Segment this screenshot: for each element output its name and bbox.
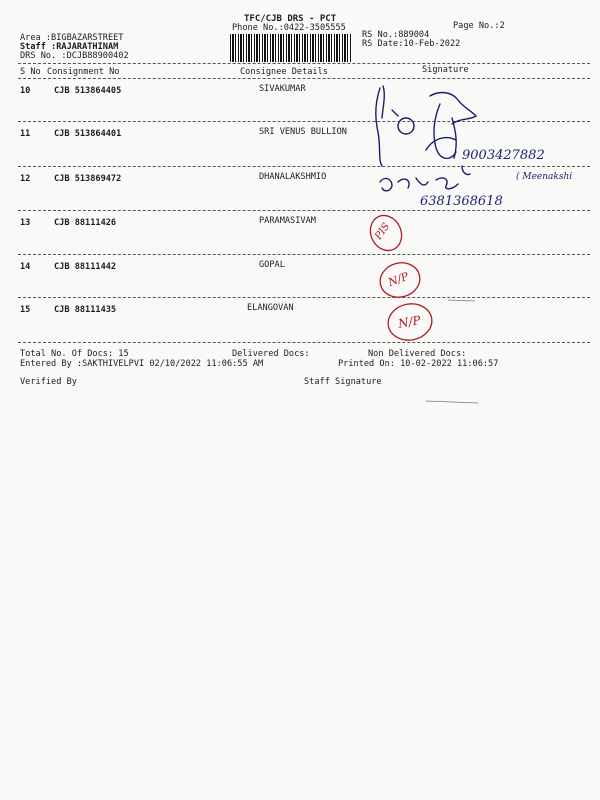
row-consignment: CJB 88111442 bbox=[54, 262, 117, 272]
delivered-docs: Delivered Docs: bbox=[232, 349, 310, 359]
drs-number: DRS No. :DCJB88900402 bbox=[20, 51, 129, 61]
row-consignee: GOPAL bbox=[259, 260, 285, 270]
row-consignment: CJB 513864405 bbox=[54, 86, 122, 96]
signature-stroke bbox=[434, 104, 456, 158]
signature-stroke bbox=[426, 138, 456, 150]
phone-number: Phone No.:0422-3505555 bbox=[232, 23, 346, 33]
row-sno: 13 bbox=[20, 218, 31, 228]
printed-on: Printed On: 10-02-2022 11:06:57 bbox=[338, 359, 499, 369]
row-consignee: PARAMASIVAM bbox=[259, 216, 316, 226]
row-consignment: CJB 88111435 bbox=[54, 305, 117, 315]
handwritten-phone-2: 6381368618 bbox=[420, 194, 503, 209]
stray-mark bbox=[426, 401, 478, 403]
stray-mark bbox=[448, 300, 475, 301]
entered-by: Entered By :SAKTHIVELPVI 02/10/2022 11:06:55 AM bbox=[20, 359, 264, 369]
signature-stroke bbox=[392, 110, 398, 116]
signature-stroke bbox=[382, 86, 384, 118]
col-consignee-header: Consignee Details bbox=[240, 67, 328, 77]
area-field: Area :BIGBAZARSTREET bbox=[20, 33, 124, 43]
signature-stroke bbox=[380, 179, 392, 191]
non-delivered-docs: Non Delivered Docs: bbox=[368, 349, 467, 359]
verified-by: Verified By bbox=[20, 377, 77, 387]
rs-date: RS Date:10-Feb-2022 bbox=[362, 39, 461, 49]
row-consignment: CJB 513869472 bbox=[54, 174, 122, 184]
handwritten-stamp-np: N/P bbox=[396, 313, 422, 331]
row-consignee: SIVAKUMAR bbox=[259, 84, 306, 94]
handwritten-stamp-pis: PIS bbox=[373, 221, 393, 242]
row-consignee: DHANALAKSHMIO bbox=[259, 172, 327, 182]
rs-number: RS No.:889004 bbox=[362, 30, 430, 40]
report-title: TFC/CJB DRS - PCT bbox=[244, 14, 337, 24]
handwritten-phone-1: 9003427882 bbox=[462, 148, 545, 163]
circled-mark bbox=[398, 118, 414, 134]
row-sno: 11 bbox=[20, 129, 31, 139]
signature-stroke bbox=[436, 178, 458, 189]
row-consignment: CJB 88111426 bbox=[54, 218, 117, 228]
row-sno: 14 bbox=[20, 262, 31, 272]
col-signature-header: Signature bbox=[422, 65, 469, 75]
row-sno: 10 bbox=[20, 86, 31, 96]
page-number: Page No.:2 bbox=[453, 21, 505, 31]
row-consignee: ELANGOVAN bbox=[247, 303, 294, 313]
handwritten-stamp-np: N/P bbox=[386, 269, 411, 290]
row-sno: 15 bbox=[20, 305, 31, 315]
signature-stroke bbox=[376, 88, 382, 166]
total-docs: Total No. Of Docs: 15 bbox=[20, 349, 129, 359]
col-sno-header: S No bbox=[20, 67, 41, 77]
row-sno: 12 bbox=[20, 174, 31, 184]
signature-stroke bbox=[462, 166, 470, 175]
row-consignee: SRI VENUS BULLION bbox=[259, 127, 347, 137]
handwritten-name-note: ( Meenakshi bbox=[516, 172, 573, 182]
col-consignment-header: Consignment No bbox=[47, 67, 120, 77]
row-consignment: CJB 513864401 bbox=[54, 129, 122, 139]
signature-stroke bbox=[398, 178, 428, 188]
staff-signature-label: Staff Signature bbox=[304, 377, 382, 387]
staff-field: Staff :RAJARATHINAM bbox=[20, 42, 119, 52]
